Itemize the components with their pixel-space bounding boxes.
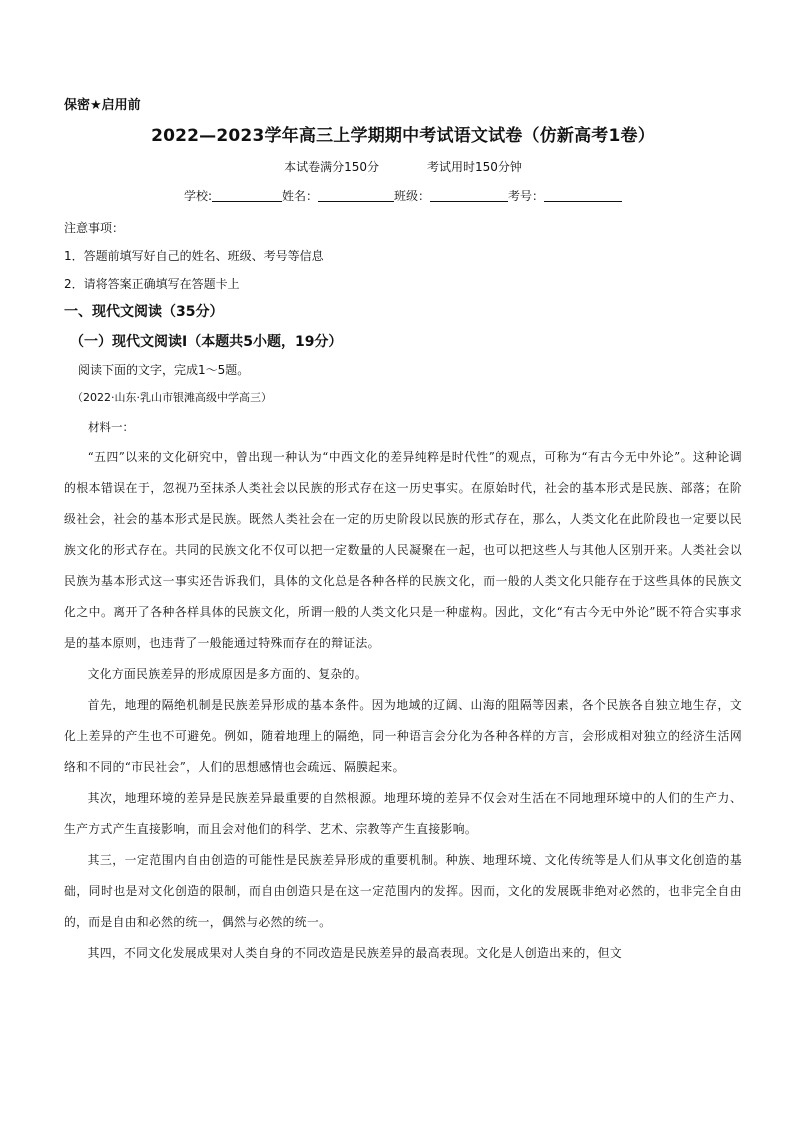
passage-paragraph: 其次，地理环境的差异是民族差异最重要的自然根源。地理环境的差异不仅会对生活在不同地理环境中的人们的生产力、生产方式产生直接影响，而且会对他们的科学、艺术、宗教等产生直接影响。 [64, 791, 742, 836]
exam-no-label: 考号： [508, 189, 545, 203]
sub-section-heading: （一）现代文阅读I（本题共5小题，19分） [70, 334, 343, 350]
class-blank[interactable] [430, 187, 508, 202]
notice-title: 注意事项： [64, 221, 125, 235]
name-label: 姓名： [282, 189, 319, 203]
material-label: 材料一： [88, 420, 134, 434]
passage-paragraph: 文化方面民族差异的形成原因是多方面的、复杂的。 [87, 667, 367, 681]
passage-paragraph: 首先，地理的隔绝机制是民族差异形成的基本条件。因为地域的辽阔、山海的阻隔等因素，各个民族各自独立地生存，文化上差异的产生也不可避免。例如，随着地理上的隔绝，同一种语言会分化为各种各样的方言，会形成相对独立的经济生活网络和不同的“市民社会”，人们的思想感情也会疏远、隔膜起来。 [64, 698, 742, 774]
full-score: 本试卷满分150分 [284, 160, 379, 174]
notice-item: 2．请将答案正确填写在答题卡上 [64, 277, 240, 291]
exam-duration: 考试用时150分钟 [427, 160, 522, 174]
confidential-label: 保密★启用前 [64, 98, 141, 113]
passage-paragraph: “五四”以来的文化研究中，曾出现一种认为“中西文化的差异纯粹是时代性”的观点，可称为“有古今无中外论”。这种论调的根本错误在于，忽视乃至抹杀人类社会以民族的形式存在这一历史事实。在原始时代，社会的基本形式是民族、部落；在阶级社会，社会的基本形式是民族。既然人类社会在一定的历史阶段以民族的形式存在，那么，人类文化在此阶段也一定要以民族文化的形式存在。共同的民族文化不仅可以把一定数量的人民凝聚在一起，也可以把这些人与其他人区别开来。人类社会以民族为基本形式这一事实还告诉我们，具体的文化总是各种各样的民族文化，而一般的人类文化只能存在于这些具体的民族文化之中。离开了各种各样具体的民族文化，所谓一般的人类文化只是一种虚构。因此，文化“有古今无中外论”既不符合实事求是的基本原则，也违背了一般能通过特殊而存在的辩证法。 [64, 450, 742, 650]
page-title: 2022—2023学年高三上学期期中考试语文试卷（仿新高考1卷） [151, 126, 655, 146]
notice-item: 1．答题前填写好自己的姓名、班级、考号等信息 [64, 249, 324, 263]
school-blank[interactable] [212, 187, 282, 202]
exam-no-blank[interactable] [544, 187, 622, 202]
exam-meta [64, 158, 742, 176]
school-label: 学校: [183, 189, 212, 203]
reading-instruction: 阅读下面的文字，完成1～5题。 [78, 363, 250, 377]
class-label: 班级： [394, 189, 431, 203]
student-info-fields [64, 186, 742, 206]
passage-paragraph: 其三，一定范围内自由创造的可能性是民族差异形成的重要机制。种族、地理环境、文化传统等是人们从事文化创造的基础，同时也是对文化创造的限制，而自由创造只是在这一定范围内的发挥。因而，文化的发展既非绝对必然的，也非完全自由的，而是自由和必然的统一，偶然与必然的统一。 [64, 853, 742, 929]
passage-paragraph: 其四，不同文化发展成果对人类自身的不同改造是民族差异的最高表现。文化是人创造出来的，但文 [87, 946, 623, 960]
name-blank[interactable] [318, 187, 394, 202]
question-source: （2022·山东·乳山市银滩高级中学高三） [72, 391, 272, 404]
section-heading: 一、现代文阅读（35分） [64, 304, 224, 320]
